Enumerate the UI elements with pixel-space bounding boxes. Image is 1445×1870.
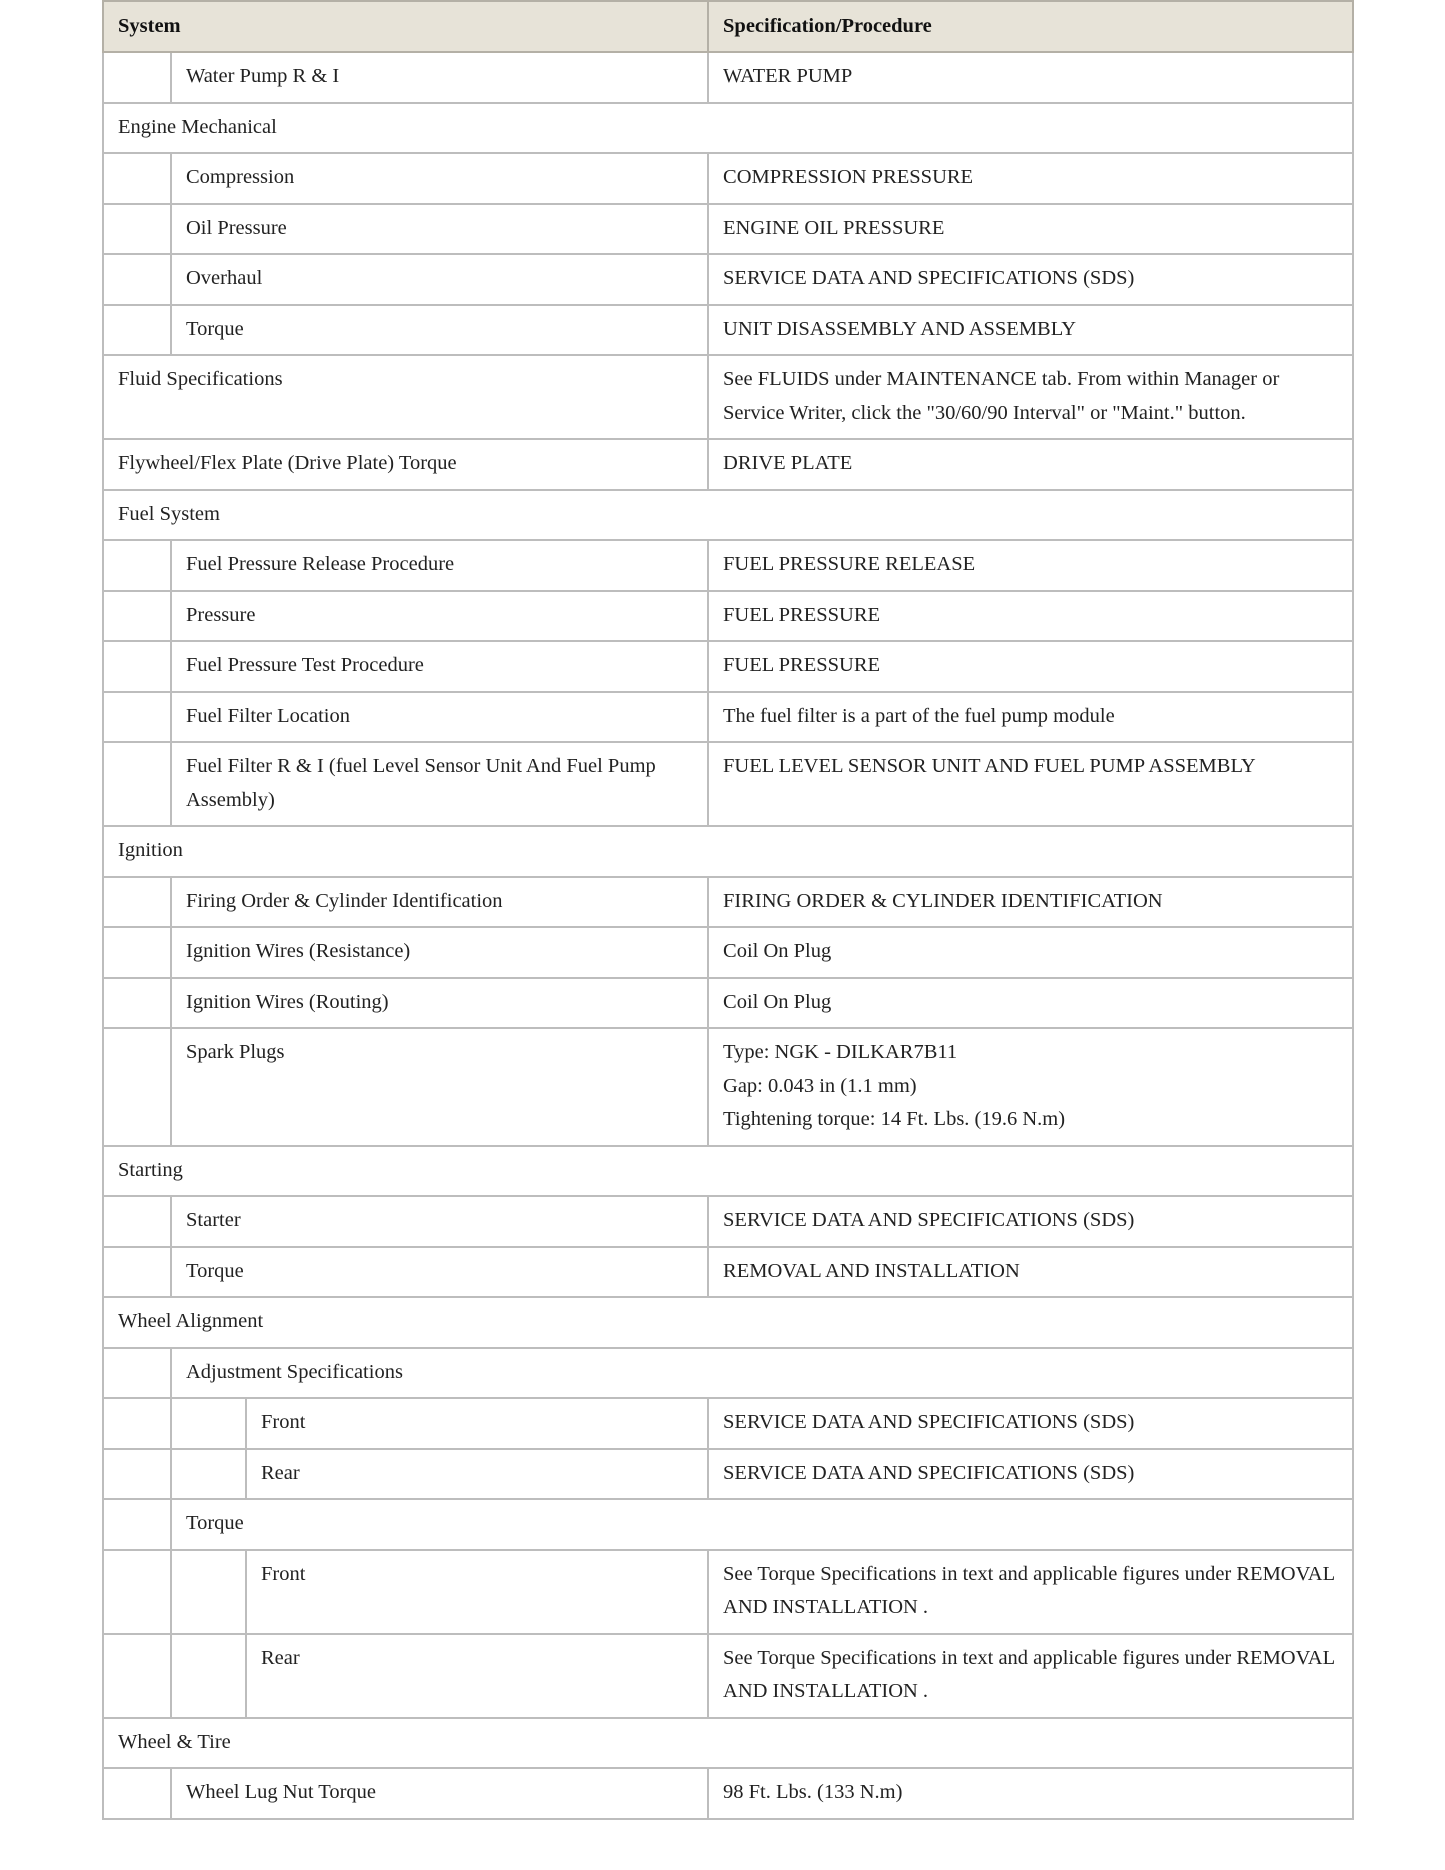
section-label: Wheel Alignment [103, 1297, 1353, 1348]
specification-line: UNIT DISASSEMBLY AND ASSEMBLY [723, 317, 1077, 340]
specification-cell [708, 1550, 1353, 1634]
section-label: Torque [171, 1499, 1353, 1550]
specification-cell [708, 1634, 1353, 1718]
indent-cell [103, 692, 171, 743]
table-row [103, 1768, 1353, 1819]
table-row [103, 52, 1353, 103]
system-label: Oil Pressure [171, 204, 708, 255]
specification-cell [708, 927, 1353, 978]
specification-line: FUEL PRESSURE RELEASE [723, 553, 976, 575]
indent-cell [171, 1634, 246, 1718]
specification-line: WATER PUMP [723, 65, 853, 87]
specification-line: Type: NGK - DILKAR7B11 [723, 1041, 958, 1063]
specification-line: DRIVE PLATE [723, 452, 853, 474]
table-row [103, 1196, 1353, 1247]
table-row [103, 978, 1353, 1029]
specification-line: REMOVAL AND INSTALLATION [723, 1259, 1020, 1282]
indent-cell [103, 254, 171, 305]
table-row [103, 877, 1353, 928]
section-row [103, 490, 1353, 541]
specification-line: ENGINE OIL PRESSURE [723, 216, 945, 239]
specification-line: SERVICE DATA AND SPECIFICATIONS (SDS) [723, 1461, 1135, 1484]
system-label: Firing Order & Cylinder Identification [171, 877, 708, 928]
specification-line: See FLUIDS under MAINTENANCE tab. From within Manager or Service Writer, click the "30/60/90 Interval" or "Maint." button. [723, 368, 1280, 424]
indent-cell [103, 1499, 171, 1550]
indent-cell [103, 1398, 171, 1449]
indent-cell [103, 877, 171, 928]
table-row [103, 204, 1353, 255]
system-label: Torque [171, 1247, 708, 1298]
specification-cell [708, 591, 1353, 642]
specification-cell [708, 153, 1353, 204]
system-label: Fuel Filter Location [171, 692, 708, 743]
specification-cell [708, 1028, 1353, 1146]
specification-cell [708, 742, 1353, 826]
system-label: Overhaul [171, 254, 708, 305]
system-label: Fuel Pressure Test Procedure [171, 641, 708, 692]
section-label: Ignition [103, 826, 1353, 877]
system-label: Ignition Wires (Resistance) [171, 927, 708, 978]
system-label: Pressure [171, 591, 708, 642]
table-row [103, 355, 1353, 439]
specification-line: SERVICE DATA AND SPECIFICATIONS (SDS) [723, 1209, 1135, 1231]
specification-cell [708, 1768, 1353, 1819]
indent-cell [171, 1398, 246, 1449]
specification-cell [708, 305, 1353, 356]
indent-cell [103, 204, 171, 255]
specification-line: FUEL LEVEL SENSOR UNIT AND FUEL PUMP ASSEMBLY [723, 755, 1256, 777]
section-row [103, 1146, 1353, 1197]
table-row [103, 692, 1353, 743]
table-row [103, 254, 1353, 305]
table-row [103, 1398, 1353, 1449]
table-row [103, 641, 1353, 692]
specification-line: See Torque Specifications in text and applicable figures under REMOVAL AND INSTALLATION . [723, 1646, 1335, 1702]
specification-line: Gap: 0.043 in (1.1 mm) [723, 1074, 917, 1097]
table-row [103, 153, 1353, 204]
indent-cell [103, 1348, 171, 1399]
table-row [103, 1634, 1353, 1718]
specification-line: COMPRESSION PRESSURE [723, 166, 974, 188]
table-row [103, 439, 1353, 490]
indent-cell [103, 305, 171, 356]
table-row [103, 742, 1353, 826]
section-label: Starting [103, 1146, 1353, 1197]
header-system: System [103, 1, 708, 52]
table-row [103, 305, 1353, 356]
table-row [103, 927, 1353, 978]
specification-cell [708, 355, 1353, 439]
specification-cell [708, 254, 1353, 305]
table-row [103, 1449, 1353, 1500]
system-label: Ignition Wires (Routing) [171, 978, 708, 1029]
system-label: Water Pump R & I [171, 52, 708, 103]
specification-line: 98 Ft. Lbs. (133 N.m) [723, 1781, 903, 1803]
system-label: Flywheel/Flex Plate (Drive Plate) Torque [103, 439, 708, 490]
system-label: Rear [246, 1449, 708, 1500]
indent-cell [103, 540, 171, 591]
specification-cell [708, 1247, 1353, 1298]
specification-line: FUEL PRESSURE [723, 603, 881, 626]
section-label: Engine Mechanical [103, 103, 1353, 154]
indent-cell [103, 641, 171, 692]
specification-cell [708, 540, 1353, 591]
specification-cell [708, 641, 1353, 692]
specification-line: Tightening torque: 14 Ft. Lbs. (19.6 N.m) [723, 1108, 1066, 1130]
specification-cell [708, 1196, 1353, 1247]
indent-cell [103, 1550, 171, 1634]
table-header-row [103, 1, 1353, 52]
system-label: Fluid Specifications [103, 355, 708, 439]
indent-cell [103, 591, 171, 642]
system-label: Fuel Filter R & I (fuel Level Sensor Unit And Fuel Pump Assembly) [171, 742, 708, 826]
table-row [103, 1550, 1353, 1634]
specification-cell [708, 439, 1353, 490]
table-body [103, 52, 1353, 1819]
specification-line: FUEL PRESSURE [723, 654, 881, 676]
system-label: Compression [171, 153, 708, 204]
indent-cell [171, 1550, 246, 1634]
indent-cell [103, 153, 171, 204]
table-row [103, 540, 1353, 591]
indent-cell [171, 1449, 246, 1500]
indent-cell [103, 52, 171, 103]
specification-cell [708, 978, 1353, 1029]
specification-line: SERVICE DATA AND SPECIFICATIONS (SDS) [723, 267, 1135, 289]
section-row [103, 826, 1353, 877]
system-label: Front [246, 1550, 708, 1634]
specification-cell [708, 1449, 1353, 1500]
section-label: Adjustment Specifications [171, 1348, 1353, 1399]
indent-cell [103, 927, 171, 978]
specification-cell [708, 204, 1353, 255]
specification-cell [708, 877, 1353, 928]
system-label: Rear [246, 1634, 708, 1718]
system-label: Front [246, 1398, 708, 1449]
specification-line: Coil On Plug [723, 940, 832, 962]
indent-cell [103, 742, 171, 826]
table-row [103, 1247, 1353, 1298]
section-row [103, 1348, 1353, 1399]
system-label: Spark Plugs [171, 1028, 708, 1146]
section-row [103, 1718, 1353, 1769]
indent-cell [103, 978, 171, 1029]
indent-cell [103, 1247, 171, 1298]
specification-cell [708, 1398, 1353, 1449]
indent-cell [103, 1634, 171, 1718]
specification-line: Coil On Plug [723, 990, 832, 1013]
system-label: Fuel Pressure Release Procedure [171, 540, 708, 591]
system-label: Wheel Lug Nut Torque [171, 1768, 708, 1819]
section-label: Fuel System [103, 490, 1353, 541]
indent-cell [103, 1028, 171, 1146]
section-row [103, 1297, 1353, 1348]
specification-line: SERVICE DATA AND SPECIFICATIONS (SDS) [723, 1411, 1135, 1433]
specification-line: See Torque Specifications in text and applicable figures under REMOVAL AND INSTALLATION . [723, 1562, 1335, 1618]
indent-cell [103, 1768, 171, 1819]
system-label: Torque [171, 305, 708, 356]
section-row [103, 103, 1353, 154]
system-label: Starter [171, 1196, 708, 1247]
specification-line: The fuel filter is a part of the fuel pump module [723, 704, 1115, 727]
section-label: Wheel & Tire [103, 1718, 1353, 1769]
table-row [103, 1028, 1353, 1146]
section-row [103, 1499, 1353, 1550]
specification-line: FIRING ORDER & CYLINDER IDENTIFICATION [723, 889, 1163, 912]
indent-cell [103, 1196, 171, 1247]
specification-cell [708, 692, 1353, 743]
header-specification-procedure: Specification/Procedure [708, 1, 1353, 52]
specifications-table [102, 0, 1354, 1820]
indent-cell [103, 1449, 171, 1500]
table-row [103, 591, 1353, 642]
specification-cell [708, 52, 1353, 103]
